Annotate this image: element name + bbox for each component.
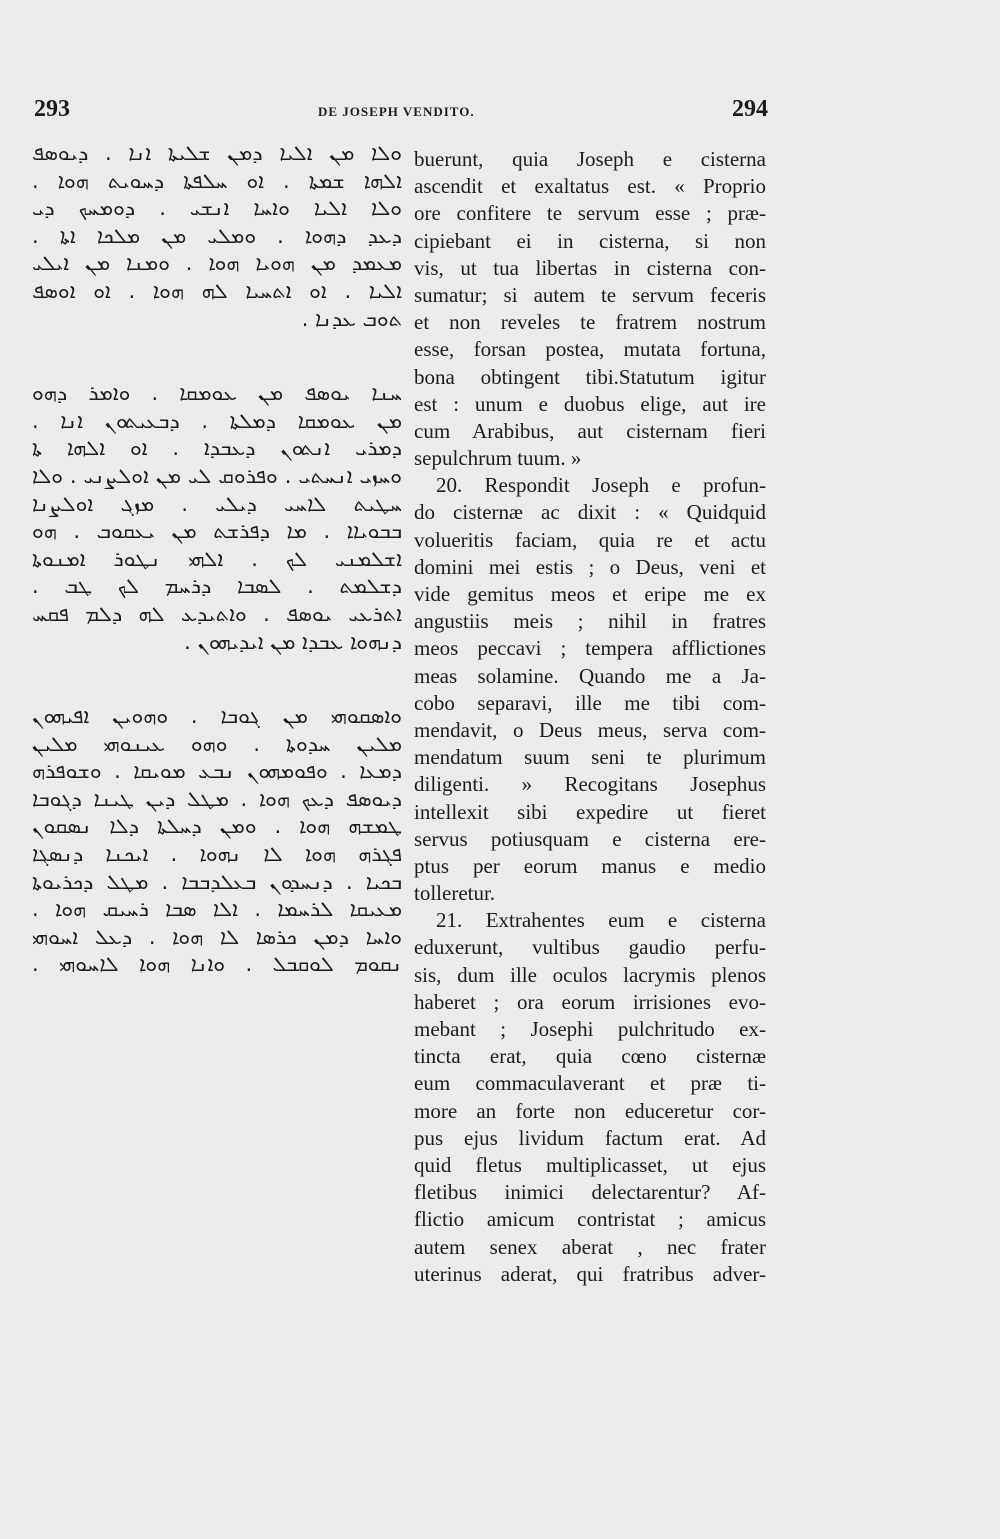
syriac-line: ܕܢܗܘܐ ܥܒܕܐ ܡܢ ܐܝܕܝܗܘܢ . — [184, 629, 402, 654]
latin-line: cobo separavi, ille me tibi com- — [414, 690, 766, 715]
syriac-line: ܕܡܥܐ . ܘܦܘܡܗܘܢ ܢܒܥ ܡܘܝܩܐ . ܘܫܘܦܪܗ — [32, 759, 402, 784]
running-title: DE JOSEPH VENDITO. — [318, 104, 475, 119]
syriac-line: ܬܘܒ ܥܕܢܐ . — [301, 306, 402, 331]
latin-line: flictio amicum contristat ; amicus — [414, 1207, 766, 1232]
syriac-line: ܡܥܝܩܐ ܠܪܚܡܐ . ܐܠܐ ܣܒܐ ܪܚܝܩ ܗܘܐ . — [32, 897, 402, 922]
latin-line: ore confitere te servum esse ; præ- — [414, 201, 766, 226]
latin-line: ascendit et exaltatus est. « Proprio — [414, 174, 766, 199]
latin-line: buerunt, quia Joseph e cisterna — [414, 147, 766, 171]
syriac-line: ܕܡܪܝ ܐܢܬܘܢ ܕܥܒܕܐ . ܐܘ ܐܠܗܐ ܬܐ — [32, 436, 402, 461]
latin-line: sumatur; si autem te servum feceris — [414, 282, 766, 307]
latin-line: pus ejus lividum factum erat. Ad — [414, 1125, 766, 1150]
syriac-line: ܘܠܐ ܐܠܝܐ ܘܐܚܐ ܐܢܫܝ . ܕܘܡܚܟ ܕܝ — [32, 196, 402, 221]
latin-column — [414, 146, 766, 1288]
syriac-block-1 — [32, 140, 402, 333]
latin-line: tincta erat, quia cœno cisternæ — [414, 1044, 766, 1069]
paragraph-20-start: 20. Respondit Joseph e profun- — [436, 473, 766, 498]
latin-line: volueritis faciam, quia re et actu — [414, 527, 766, 552]
syriac-line: ܒܒܘܝܐܐ . ܡܐ ܕܦܪܫܬ ܡܢ ܝܥܩܘܒ . ܗܘ — [32, 519, 402, 544]
syriac-line: ܡܠܝܢ ܚܕܘܬܐ . ܘܗܘ ܥܝܢܘܗܝ ܡܠܝܢ — [32, 731, 402, 756]
syriac-line: ܕܫܠܡܬ . ܠܣܒܐ ܕܪܚܡ ܠܟ ܛܒ . — [32, 574, 402, 599]
latin-line: vide gemitus meos et eripe me ex — [414, 582, 766, 606]
syriac-block-3 — [32, 703, 402, 979]
syriac-line: ܦܓܪܗ ܗܘܐ ܠܐ ܢܗܘܐ . ܐܝܟܢܐ ܕܢܣܓܐ — [32, 842, 402, 867]
syriac-line: ܕܝܘܣܦ ܕܥܟ ܗܘܐ . ܡܛܠ ܕܝܢ ܛܝܢܐ ܕܓܘܒܐ — [32, 786, 402, 811]
page-number-left: 293 — [34, 96, 70, 122]
latin-line: cum Arabibus, aut cisternam fieri — [414, 418, 766, 443]
latin-line: domini mei estis ; o Deus, veni et — [414, 554, 766, 579]
paragraph-21-start: 21. Extrahentes eum e cisterna — [436, 908, 766, 933]
latin-line: tolleretur. — [414, 881, 496, 906]
syriac-line: ܚܢܐ ܝܘܣܦ ܡܢ ܥܘܡܩܐ . ܘܐܡܪ ܕܗܘ — [32, 381, 402, 406]
latin-line: haberet ; ora eorum irrisiones evo- — [414, 989, 766, 1014]
latin-line: sis, dum ille oculos lacrymis plenos — [414, 962, 766, 987]
latin-line: intellexit sibi expedire ut fieret — [414, 799, 766, 824]
syriac-line: ܡܢ ܥܘܡܩܐ ܕܡܠܬܐ . ܕܒܥܝܬܘܢ ܐܢܐ . — [32, 408, 402, 433]
latin-line: mendavit, o Deus meus, serva com- — [414, 717, 766, 742]
latin-line: eduxerunt, vultibus gaudio perfu- — [414, 935, 766, 960]
syriac-line: ܐܬܪܥܝ ܝܘܣܦ . ܘܐܬܝܕܥ ܠܗ ܕܠܡ ܦܩܚ — [32, 601, 402, 626]
latin-line: autem senex aberat , nec frater — [414, 1234, 766, 1259]
latin-line: vis, ut tua libertas in cisterna con- — [414, 255, 766, 280]
syriac-line: ܛܡܫܗ ܗܘܐ . ܘܡܢ ܕܚܠܬܐ ܕܠܐ ܢܣܩܘܢ — [32, 814, 402, 839]
latin-line: sepulchrum tuum. » — [414, 446, 582, 471]
syriac-line: ܘܚܙܝ ܐܢܚܬܝ . ܘܦܪܘܩ ܠܝ ܡܢ ܐܘܠܨܢܝ . ܘܠܐ — [32, 463, 402, 488]
latin-line: eum commaculaverant et præ ti- — [414, 1071, 766, 1096]
latin-line: do cisternæ ac dixit : « Quidquid — [414, 500, 766, 525]
latin-line: est : unum e duobus elige, aut ire — [414, 391, 766, 416]
syriac-block-2 — [32, 380, 402, 656]
page-header — [0, 96, 1000, 136]
syriac-column — [32, 140, 402, 979]
latin-line: et non reveles te fratrem nostrum — [414, 310, 766, 335]
latin-line: mebant ; Josephi pulchritudo ex- — [414, 1017, 766, 1041]
syriac-line: ܐܫܠܡܢܝ ܠܟ . ܐܠܗܝ ܢܛܘܪ ܐܡܢܘܬܐ — [32, 546, 402, 571]
syriac-line: ܒܟܝܐ . ܕܢܚܕܘܢ ܒܥܠܕܒܒܐ . ܡܛܠ ܕܟܪܝܘܬܐ — [32, 869, 402, 894]
syriac-line: ܐܠܝܐ . ܐܘ ܐܬܚܝܐ ܠܗ ܗܘܐ . ܐܘ ܐܘܣܦ — [32, 278, 402, 303]
page-number-right: 294 — [732, 96, 768, 122]
syriac-line: ܘܐܚܐ ܕܡܢ ܟܪܣܐ ܠܐ ܗܘܐ . ܕܥܠ ܐܚܘܗܝ — [32, 924, 402, 949]
syriac-line: ܐܠܗܐ ܫܡܬܐ . ܐܘ ܚܠܦܬܐ ܕܚܘܝܬ ܗܘܐ . — [32, 168, 402, 193]
latin-line: more an forte non educeretur cor- — [414, 1098, 766, 1123]
syriac-line: ܕܥܕ ܕܗܘܐ . ܘܡܠܝ ܡܢ ܡܠܟܐ ܐܬܐ . — [32, 223, 402, 248]
latin-line: fletibus inimici delectarentur? Af- — [414, 1180, 766, 1205]
latin-line: diligenti. » Recogitans Josephus — [414, 772, 766, 797]
latin-line: quid fletus multiplicasset, ut ejus — [414, 1152, 766, 1177]
latin-line: esse, forsan postea, mutata fortuna, — [414, 337, 766, 362]
syriac-line: ܡܥܡܕ ܡܢ ܗܘܝܐ ܗܘܐ . ܘܡܢܐ ܡܢ ܐܝܠܝ — [32, 251, 402, 276]
latin-line: cipiebant ei in cisterna, si non — [414, 228, 766, 253]
syriac-line: ܢܩܘܡ ܠܘܩܒܠ . ܘܐܢܐ ܗܘܐ ܠܐܚܘܗܝ . — [32, 952, 402, 977]
latin-line: ptus per eorum manus e medio — [414, 853, 766, 878]
syriac-line: ܚܛܝܬ ܠܐܚܝ ܕܝܠܝ . ܡܙܓ ܐܘܠܨܢܐ — [32, 491, 402, 516]
latin-line: angustiis meis ; nihil in fratres — [414, 609, 766, 634]
latin-line: meas solamine. Quando me a Ja- — [414, 663, 766, 688]
latin-line: bona obtingent tibi.Statutum igitur — [414, 364, 766, 389]
latin-line: mendatum suum seni te plurimum — [414, 745, 766, 770]
latin-line: uterinus aderat, qui fratribus adver- — [414, 1261, 766, 1286]
latin-line: servus potiusquam e cisterna ere- — [414, 826, 766, 851]
syriac-line: ܘܠܐ ܡܢ ܐܠܝܐ ܕܡܢ ܫܠܝܬܐ ܐܢܐ . ܕܝܘܣܦ — [32, 141, 402, 165]
syriac-line: ܘܐܣܩܘܗܝ ܡܢ ܓܘܒܐ . ܘܗܘܝܢ ܐܦܝܗܘܢ — [32, 704, 402, 729]
latin-line: meos peccavi ; tempera afflictiones — [414, 636, 766, 661]
